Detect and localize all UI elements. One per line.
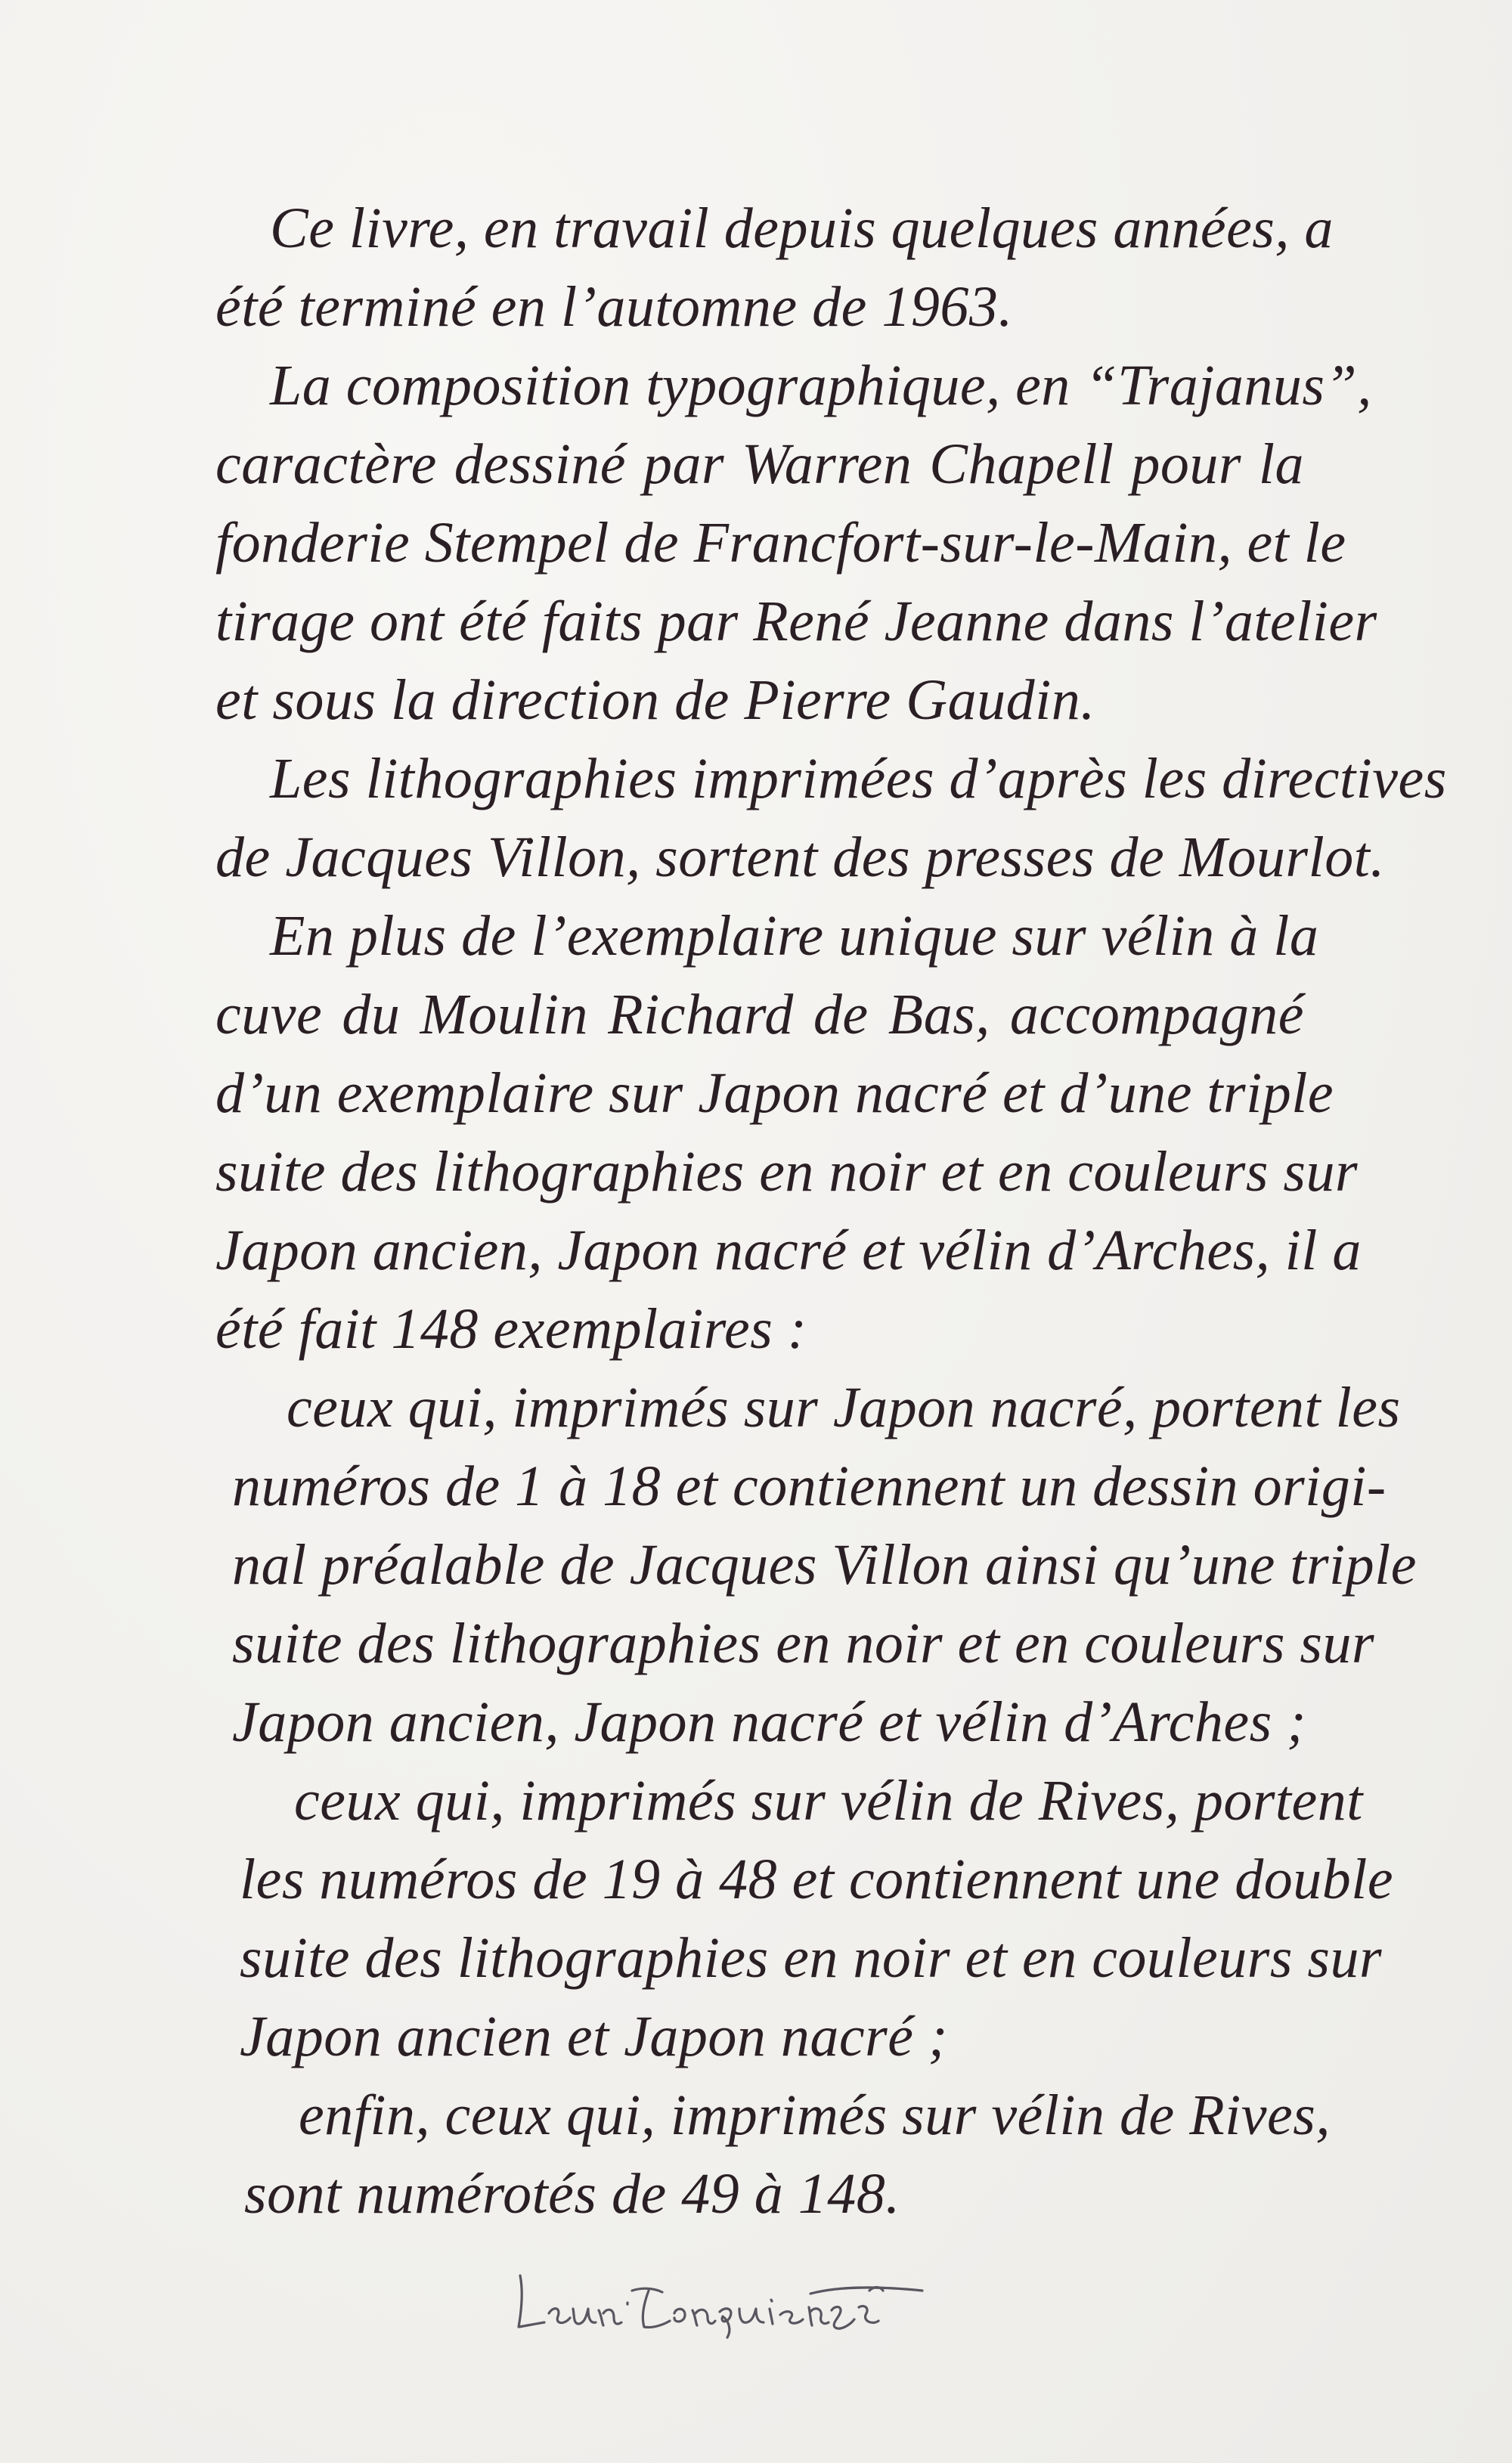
text-line: Les lithographies imprimées d’après les directives (270, 747, 1447, 810)
colophon-text (215, 189, 1447, 2233)
text-line: caractère dessiné par Warren Chapell pour la (215, 432, 1304, 496)
text-line: Ce livre, en travail depuis quelques années, a (270, 197, 1334, 260)
text-line: suite des lithographies en noir et en couleurs sur (232, 1612, 1375, 1675)
paragraph-completion (215, 189, 1334, 346)
paragraph-edition (215, 897, 1362, 1368)
paragraph-composition (215, 346, 1377, 739)
paragraph-lithographs (215, 739, 1447, 897)
text-line: suite des lithographies en noir et en couleurs sur (215, 1140, 1359, 1204)
paragraph-copies-19-48 (215, 1761, 1394, 2076)
text-line: été terminé en l’automne de 1963. (215, 275, 1013, 339)
text-line: ceux qui, imprimés sur vélin de Rives, portent (294, 1769, 1363, 1833)
text-line: ceux qui, imprimés sur Japon nacré, portent les (287, 1376, 1401, 1439)
text-line: été fait 148 exemplaires : (215, 1297, 807, 1361)
text-line: La composition typographique, en “Trajanus”, (270, 354, 1372, 417)
text-line: les numéros de 19 à 48 et contiennent une double (240, 1848, 1394, 1911)
text-line: et sous la direction de Pierre Gaudin. (215, 668, 1095, 732)
text-line: sont numérotés de 49 à 148. (244, 2162, 900, 2226)
text-line: tirage ont été faits par René Jeanne dans l’atelier (215, 590, 1377, 653)
text-line: d’un exemplaire sur Japon nacré et d’une triple (215, 1061, 1334, 1125)
text-line: numéros de 1 à 18 et contiennent un dessin origi- (232, 1455, 1387, 1518)
handwritten-signature (514, 2260, 937, 2344)
text-line: En plus de l’exemplaire unique sur vélin à la (270, 904, 1319, 968)
text-line: enfin, ceux qui, imprimés sur vélin de Rives, (299, 2083, 1331, 2147)
text-line: Japon ancien et Japon nacré ; (240, 2005, 948, 2068)
text-line: fonderie Stempel de Francfort-sur-le-Main, et le (215, 511, 1346, 575)
text-line: nal préalable de Jacques Villon ainsi qu’une triple (232, 1533, 1418, 1597)
paragraph-copies-49-148 (215, 2076, 1331, 2233)
text-line: Japon ancien, Japon nacré et vélin d’Arches ; (232, 1690, 1306, 1754)
text-line: suite des lithographies en noir et en couleurs sur (240, 1926, 1383, 1990)
text-line: de Jacques Villon, sortent des presses de Mourlot. (215, 826, 1385, 889)
text-line: Japon ancien, Japon nacré et vélin d’Arches, il a (215, 1219, 1362, 1282)
paragraph-copies-1-18 (215, 1368, 1418, 1761)
text-line: cuve du Moulin Richard de Bas, accompagné (215, 983, 1304, 1046)
